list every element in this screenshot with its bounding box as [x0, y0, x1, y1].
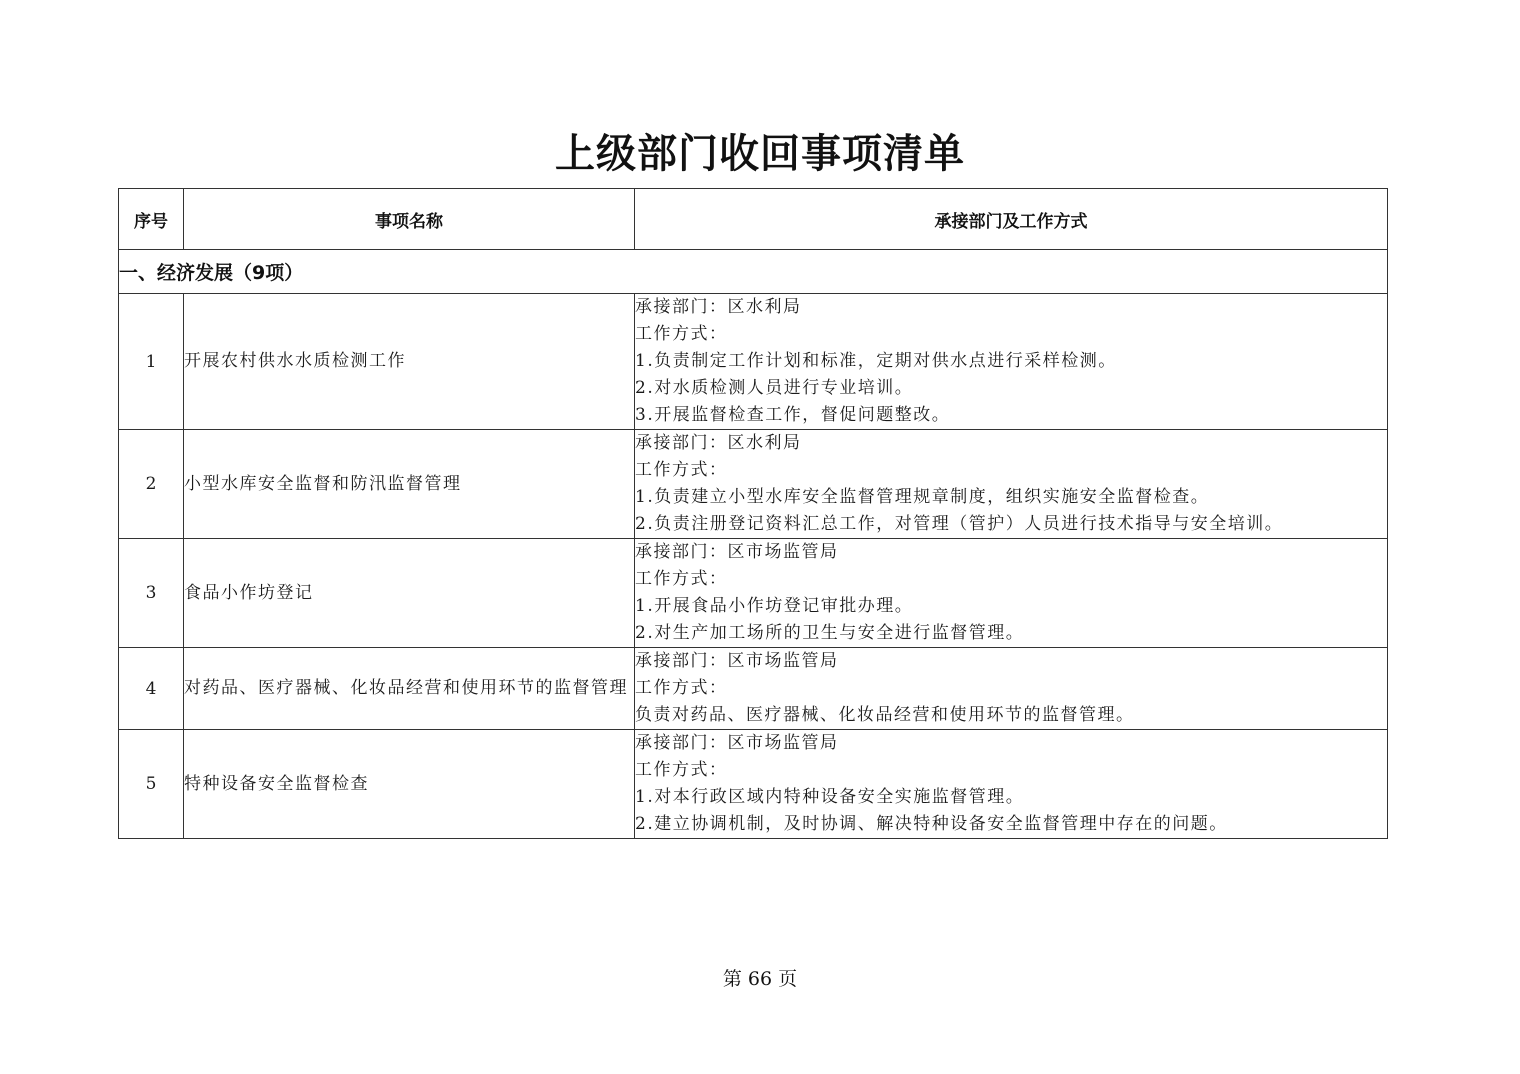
dept-line: 工作方式： — [635, 460, 728, 480]
header-no: 序号 — [119, 189, 184, 250]
dept-line: 2.对生产加工场所的卫生与安全进行监督管理。 — [635, 623, 1025, 643]
dept-line: 负责对药品、医疗器械、化妆品经营和使用环节的监督管理。 — [635, 705, 1135, 725]
dept-line: 承接部门：区市场监管局 — [635, 733, 839, 753]
dept-line: 1.对本行政区域内特种设备安全实施监督管理。 — [635, 787, 1025, 807]
table-row — [119, 430, 1388, 539]
row-name: 特种设备安全监督检查 — [184, 730, 635, 839]
dept-line: 工作方式： — [635, 678, 728, 698]
dept-line: 1.负责制定工作计划和标准，定期对供水点进行采样检测。 — [635, 351, 1117, 371]
row-dept — [635, 730, 1388, 839]
row-dept — [635, 430, 1388, 539]
items-table — [118, 188, 1388, 839]
dept-line: 2.对水质检测人员进行专业培训。 — [635, 378, 914, 398]
dept-line: 1.负责建立小型水库安全监督管理规章制度，组织实施安全监督检查。 — [635, 487, 1210, 507]
header-name: 事项名称 — [184, 189, 635, 250]
dept-line: 承接部门：区水利局 — [635, 433, 802, 453]
row-no: 4 — [119, 648, 184, 730]
row-name: 开展农村供水水质检测工作 — [184, 294, 635, 430]
row-name: 食品小作坊登记 — [184, 539, 635, 648]
dept-line: 工作方式： — [635, 324, 728, 344]
page-title: 上级部门收回事项清单 — [555, 130, 965, 177]
row-no: 3 — [119, 539, 184, 648]
dept-line: 工作方式： — [635, 760, 728, 780]
section-row — [119, 250, 1388, 294]
row-dept — [635, 648, 1388, 730]
row-dept — [635, 294, 1388, 430]
table-row — [119, 648, 1388, 730]
dept-line: 1.开展食品小作坊登记审批办理。 — [635, 596, 914, 616]
dept-line: 2.建立协调机制，及时协调、解决特种设备安全监督管理中存在的问题。 — [635, 814, 1228, 834]
dept-line: 承接部门：区市场监管局 — [635, 651, 839, 671]
row-name: 对药品、医疗器械、化妆品经营和使用环节的监督管理 — [184, 648, 635, 730]
row-name: 小型水库安全监督和防汛监督管理 — [184, 430, 635, 539]
row-no: 5 — [119, 730, 184, 839]
dept-line: 工作方式： — [635, 569, 728, 589]
page-number: 第 66 页 — [722, 968, 798, 990]
table-row — [119, 539, 1388, 648]
dept-line: 承接部门：区水利局 — [635, 297, 802, 317]
row-no: 2 — [119, 430, 184, 539]
table-row — [119, 730, 1388, 839]
row-dept — [635, 539, 1388, 648]
table-row — [119, 294, 1388, 430]
header-dept: 承接部门及工作方式 — [635, 189, 1388, 250]
dept-line: 2.负责注册登记资料汇总工作，对管理（管护）人员进行技术指导与安全培训。 — [635, 514, 1284, 534]
dept-line: 承接部门：区市场监管局 — [635, 542, 839, 562]
section-title: 一、经济发展（9项） — [119, 250, 1388, 294]
row-no: 1 — [119, 294, 184, 430]
table-header-row — [119, 189, 1388, 250]
dept-line: 3.开展监督检查工作，督促问题整改。 — [635, 405, 951, 425]
